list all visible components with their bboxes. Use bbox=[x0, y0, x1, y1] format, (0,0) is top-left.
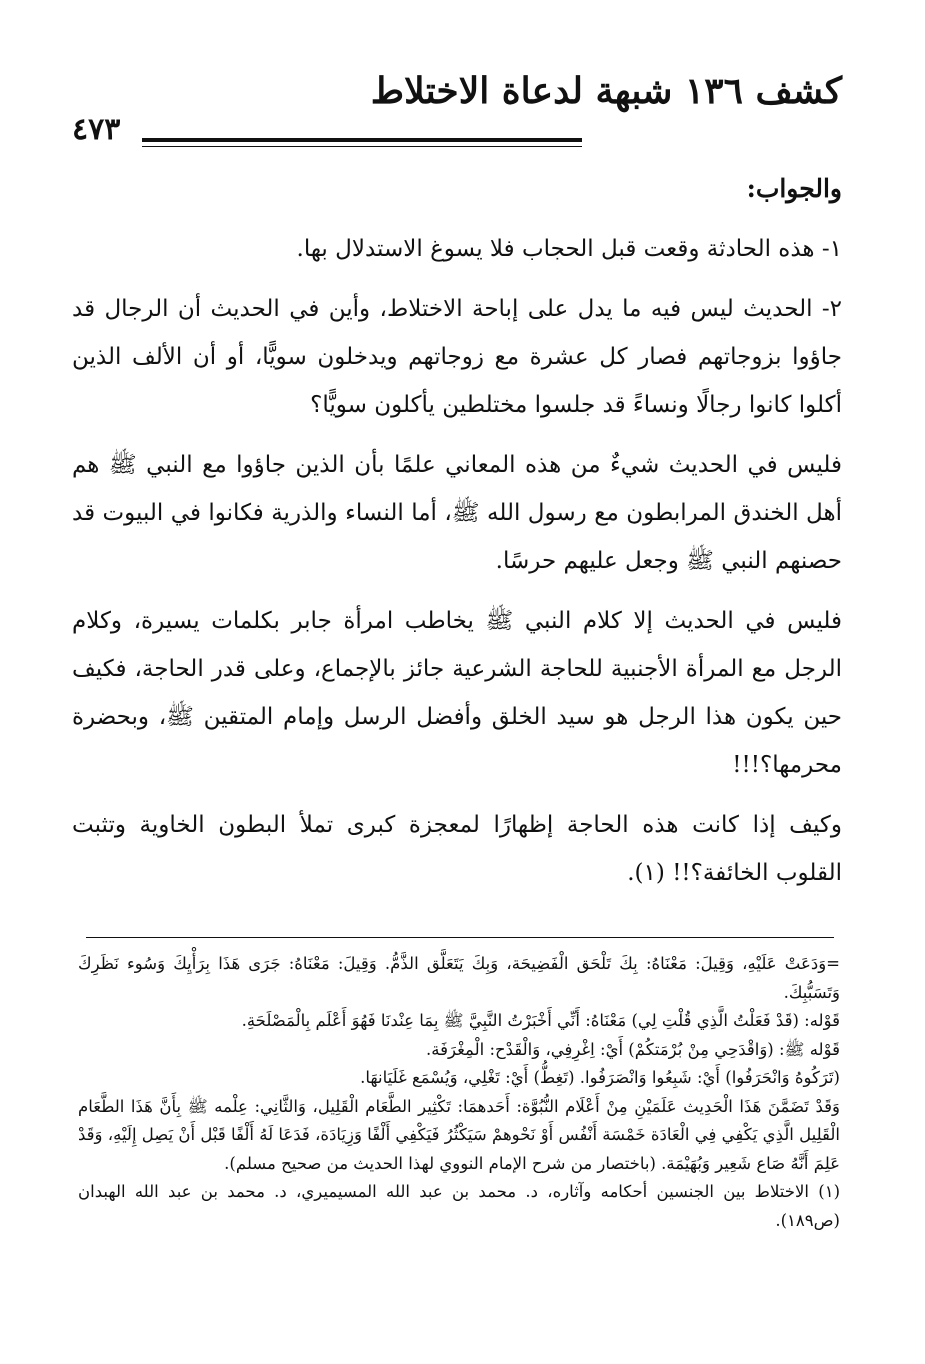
footnotes bbox=[78, 950, 840, 1235]
page-number: ٤٧٣ bbox=[72, 112, 121, 147]
paragraph-2: ٢- الحديث ليس فيه ما يدل على إباحة الاختلاط، وأين في الحديث أن الرجال قد جاؤوا بزوجاتهم فصار كل عشرة مع زوجاتهم ويدخلون سويًّا، أو أن الألف الذين أكلوا كانوا رجالًا ونساءً قد جلسوا مختلطين يأكلون سويًّا؟ bbox=[72, 296, 842, 418]
header-rule bbox=[142, 138, 582, 142]
footnote-reference: (١) الاختلاط بين الجنسين أحكامه وآثاره، د. محمد بن عبد الله المسيميري، د. محمد بن عبد الله الهبدان (ص١٨٩). bbox=[78, 1182, 840, 1230]
footnote-line: وَقَدْ تَضَمَّنَ هَذَا الْحَدِيث عَلَمَيْنِ مِنْ أَعْلَام النُّبُوَّة: أَحَدهمَا: تَكْثِير الطَّعَام الْقَلِيل، وَالثَّانِي: عِلْمه ﷺ بِأَنَّ هَذَا الطَّعَام الْقَلِيل الَّذِي يَكْفِي فِي الْعَادَة خَمْسَة أَنْفُس أَوْ نَحْوهمْ سَيَكْثُرُ فَيَكْفِي أَلْفًا وَزِيَادَة، فَدَعَا لَهُ أَلْفًا قَبْل أَنْ يَصِل إِلَيْهِ، وَقَدْ عَلِمَ أَنَّهُ صَاع شَعِير وَبُهَيْمَة. (باختصار من شرح الإمام النووي لهذا الحديث من صحيح مسلم). bbox=[78, 1096, 840, 1173]
book-title: كشف ١٣٦ شبهة لدعاة الاختلاط bbox=[370, 70, 842, 112]
page-header bbox=[72, 70, 842, 150]
footnote-line: قَوْله: (قَدْ فَعَلْتُ الَّذِي قُلْتِ لِي) مَعْنَاهُ: أَنِّي أَخْبَرْتُ النَّبِيَّ ﷺ بِمَا عِنْدنَا فَهُوَ أَعْلَم بِالْمَصْلَحَةِ. bbox=[241, 1011, 840, 1030]
header-rule-thin bbox=[142, 146, 582, 147]
footnote-separator bbox=[86, 937, 834, 938]
footnote-line: قَوْله ﷺ: (وَاقْدَحِي مِنْ بُرْمَتكُمْ) أَيْ: اِغْرِفِي، وَالْقَدْح: الْمِغْرَفَة. bbox=[426, 1039, 840, 1059]
footnote-line: (تَرَكُوهُ وَانْحَرَفُوا) أَيْ: شَبِعُوا وَانْصَرَفُوا. (تَغِطُّ) أَيْ: تَغْلِي، وَيُسْمَع غَلَيَانهَا. bbox=[360, 1068, 840, 1087]
paragraph-5: وكيف إذا كانت هذه الحاجة إظهارًا لمعجزة كبرى تملأ البطون الخاوية وتثبت القلوب الخائفة؟!! (١). bbox=[72, 812, 842, 886]
answer-heading: والجواب: bbox=[746, 174, 842, 203]
main-text bbox=[72, 165, 842, 909]
paragraph-3: فليس في الحديث شيءٌ من هذه المعاني علمًا بأن الذين جاؤوا مع النبي ﷺ هم أهل الخندق المرابطون مع رسول الله ﷺ، أما النساء والذرية فكانوا في البيوت قد حصنهم النبي ﷺ وجعل عليهم حرسًا. bbox=[72, 452, 842, 574]
paragraph-4: فليس في الحديث إلا كلام النبي ﷺ يخاطب امرأة جابر بكلمات يسيرة، وكلام الرجل مع المرأة الأجنبية للحاجة الشرعية جائز بالإجماع، وعلى قدر الحاجة، فكيف حين يكون هذا الرجل هو سيد الخلق وأفضل الرسل وإمام المتقين ﷺ، وبحضرة محرمها؟!!! bbox=[72, 608, 842, 778]
paragraph-1: ١- هذه الحادثة وقعت قبل الحجاب فلا يسوغ الاستدلال بها. bbox=[296, 236, 842, 262]
footnote-line: =وَدَعَتْ عَلَيْهِ، وَقِيلَ: مَعْنَاهُ: بِكَ تَلْحَق الْفَضِيحَة، وَبِكَ يَتَعَلَّق الذَّمُّ. وَقِيلَ: مَعْنَاهُ: جَرَى هَذَا بِرَأْيِكَ وَسُوء نَظَرِكَ وَتَسَبُّبِكَ. bbox=[78, 954, 840, 1002]
